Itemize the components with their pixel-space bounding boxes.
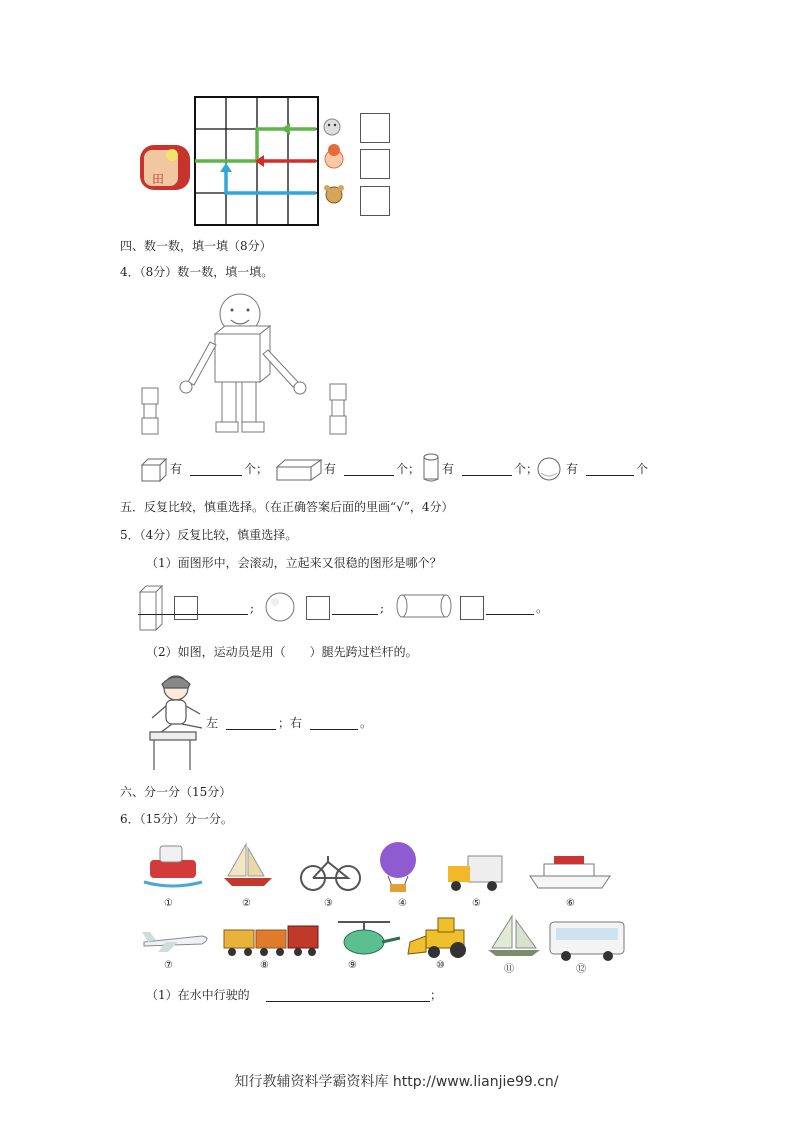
ship-icon: [144, 846, 202, 886]
bear-icon: [324, 185, 344, 203]
green-path: [195, 129, 316, 161]
robot-figure: [138, 290, 354, 440]
choice-sep-3: 。: [536, 601, 549, 615]
vehicle-number-7: ⑦: [164, 960, 173, 971]
left-blank[interactable]: [226, 717, 276, 730]
question5-sub1: （1）面图形中，会滚动，立起来又很稳的图形是哪个？: [146, 556, 442, 570]
count-blank-1[interactable]: [190, 463, 242, 476]
helicopter-icon: [338, 922, 400, 954]
right-label: ；右: [278, 716, 303, 730]
vehicle-number-3: ③: [324, 898, 333, 909]
water-vehicles-blank[interactable]: [266, 989, 430, 1002]
vehicle-number-12: ⑫: [576, 964, 586, 975]
count-blank-2[interactable]: [344, 463, 394, 476]
question5-sub2: （2）如图，运动员是用（ ）腿先跨过栏杆的。: [146, 645, 418, 659]
airplane-icon: [142, 932, 207, 952]
section6-heading: 六、分一分（15分）: [120, 785, 232, 799]
cylinder-lying-icon: [396, 592, 454, 622]
choice-blank-2[interactable]: [332, 602, 378, 615]
answer-box-1[interactable]: [360, 113, 390, 143]
cube-icon: [140, 457, 170, 483]
hurdler-svg: [138, 670, 208, 774]
count-label-3: 有: [442, 462, 455, 476]
train-icon: [224, 926, 318, 956]
sailboat-icon: [224, 844, 272, 886]
sphere-icon: [536, 455, 564, 483]
footer-text: 知行教辅资料学霸资料库 http://www.lianjie99.cn/: [234, 1074, 559, 1090]
question6-sub1-end: ；: [430, 988, 443, 1002]
bicycle-icon: [301, 856, 360, 890]
question6-sub1: （1）在水中行驶的: [146, 988, 250, 1002]
bag-icon: [140, 145, 190, 190]
cylinder-icon: [422, 453, 442, 483]
choice-blank-3[interactable]: [486, 602, 534, 615]
bus-icon: [550, 922, 624, 961]
count-label-2: 有: [324, 462, 337, 476]
bulldozer-icon: [408, 918, 466, 958]
answer-box-2[interactable]: [360, 149, 390, 179]
shape-choices: [138, 584, 558, 632]
vehicle-number-11: ⑪: [504, 964, 514, 975]
cuboid-icon: [275, 457, 323, 483]
count-unit-3: 个；: [514, 462, 539, 476]
count-unit-1: 个；: [244, 462, 269, 476]
count-unit-4: 个: [636, 462, 649, 476]
hurdle-end: 。: [360, 716, 373, 730]
count-blank-3[interactable]: [462, 463, 512, 476]
vehicle-number-1: ①: [164, 898, 173, 909]
blue-path: [226, 170, 316, 193]
truck-icon: [448, 856, 502, 891]
hurdler-figure: [138, 670, 208, 774]
count-blank-4[interactable]: [586, 463, 634, 476]
count-label-4: 有: [566, 462, 579, 476]
cruise-ship-icon: [530, 856, 610, 888]
count-label-1: 有: [170, 462, 183, 476]
left-label: 左: [206, 716, 219, 730]
vehicles-panel: [138, 838, 630, 976]
count-unit-2: 个；: [396, 462, 421, 476]
vehicle-number-5: ⑤: [472, 898, 481, 909]
choice-sep-2: ;: [380, 601, 385, 615]
answer-box-3[interactable]: [360, 186, 390, 216]
grid-svg: [138, 95, 398, 230]
section4-heading: 四、数一数，填一填（8分）: [120, 239, 272, 253]
vehicle-number-6: ⑥: [566, 898, 575, 909]
vehicles-svg: [138, 838, 630, 976]
section5-heading: 五．反复比较，慎重选择。（在正确答案后面的里画“√”，4分）: [120, 500, 454, 514]
choice-box-cylinder[interactable]: [460, 596, 484, 620]
grid-figure: [138, 95, 398, 230]
question6-text: 6．（15分）分一分。: [120, 812, 233, 826]
girl-icon: [325, 144, 343, 168]
question5-text: 5．（4分）反复比较，慎重选择。: [120, 528, 298, 542]
cat-icon: [324, 119, 340, 135]
vehicle-number-4: ④: [398, 898, 407, 909]
vehicle-number-2: ②: [242, 898, 251, 909]
right-blank[interactable]: [310, 717, 358, 730]
svg-text:田: 田: [152, 172, 165, 186]
choice-box-sphere[interactable]: [306, 596, 330, 620]
vehicle-number-8: ⑧: [260, 960, 269, 971]
vehicle-number-10: ⑩: [436, 960, 445, 971]
choice-sep-1: ;: [250, 601, 255, 615]
robot-svg: [138, 290, 354, 440]
count-line: [140, 455, 660, 485]
question4-text: 4．（8分）数一数，填一填。: [120, 265, 274, 279]
choice-blank-1[interactable]: [138, 602, 248, 615]
sphere-choice-icon: [264, 590, 298, 624]
hot-air-balloon-icon: [380, 842, 416, 892]
vehicle-number-9: ⑨: [348, 960, 357, 971]
sailing-boat-icon: [488, 916, 540, 956]
